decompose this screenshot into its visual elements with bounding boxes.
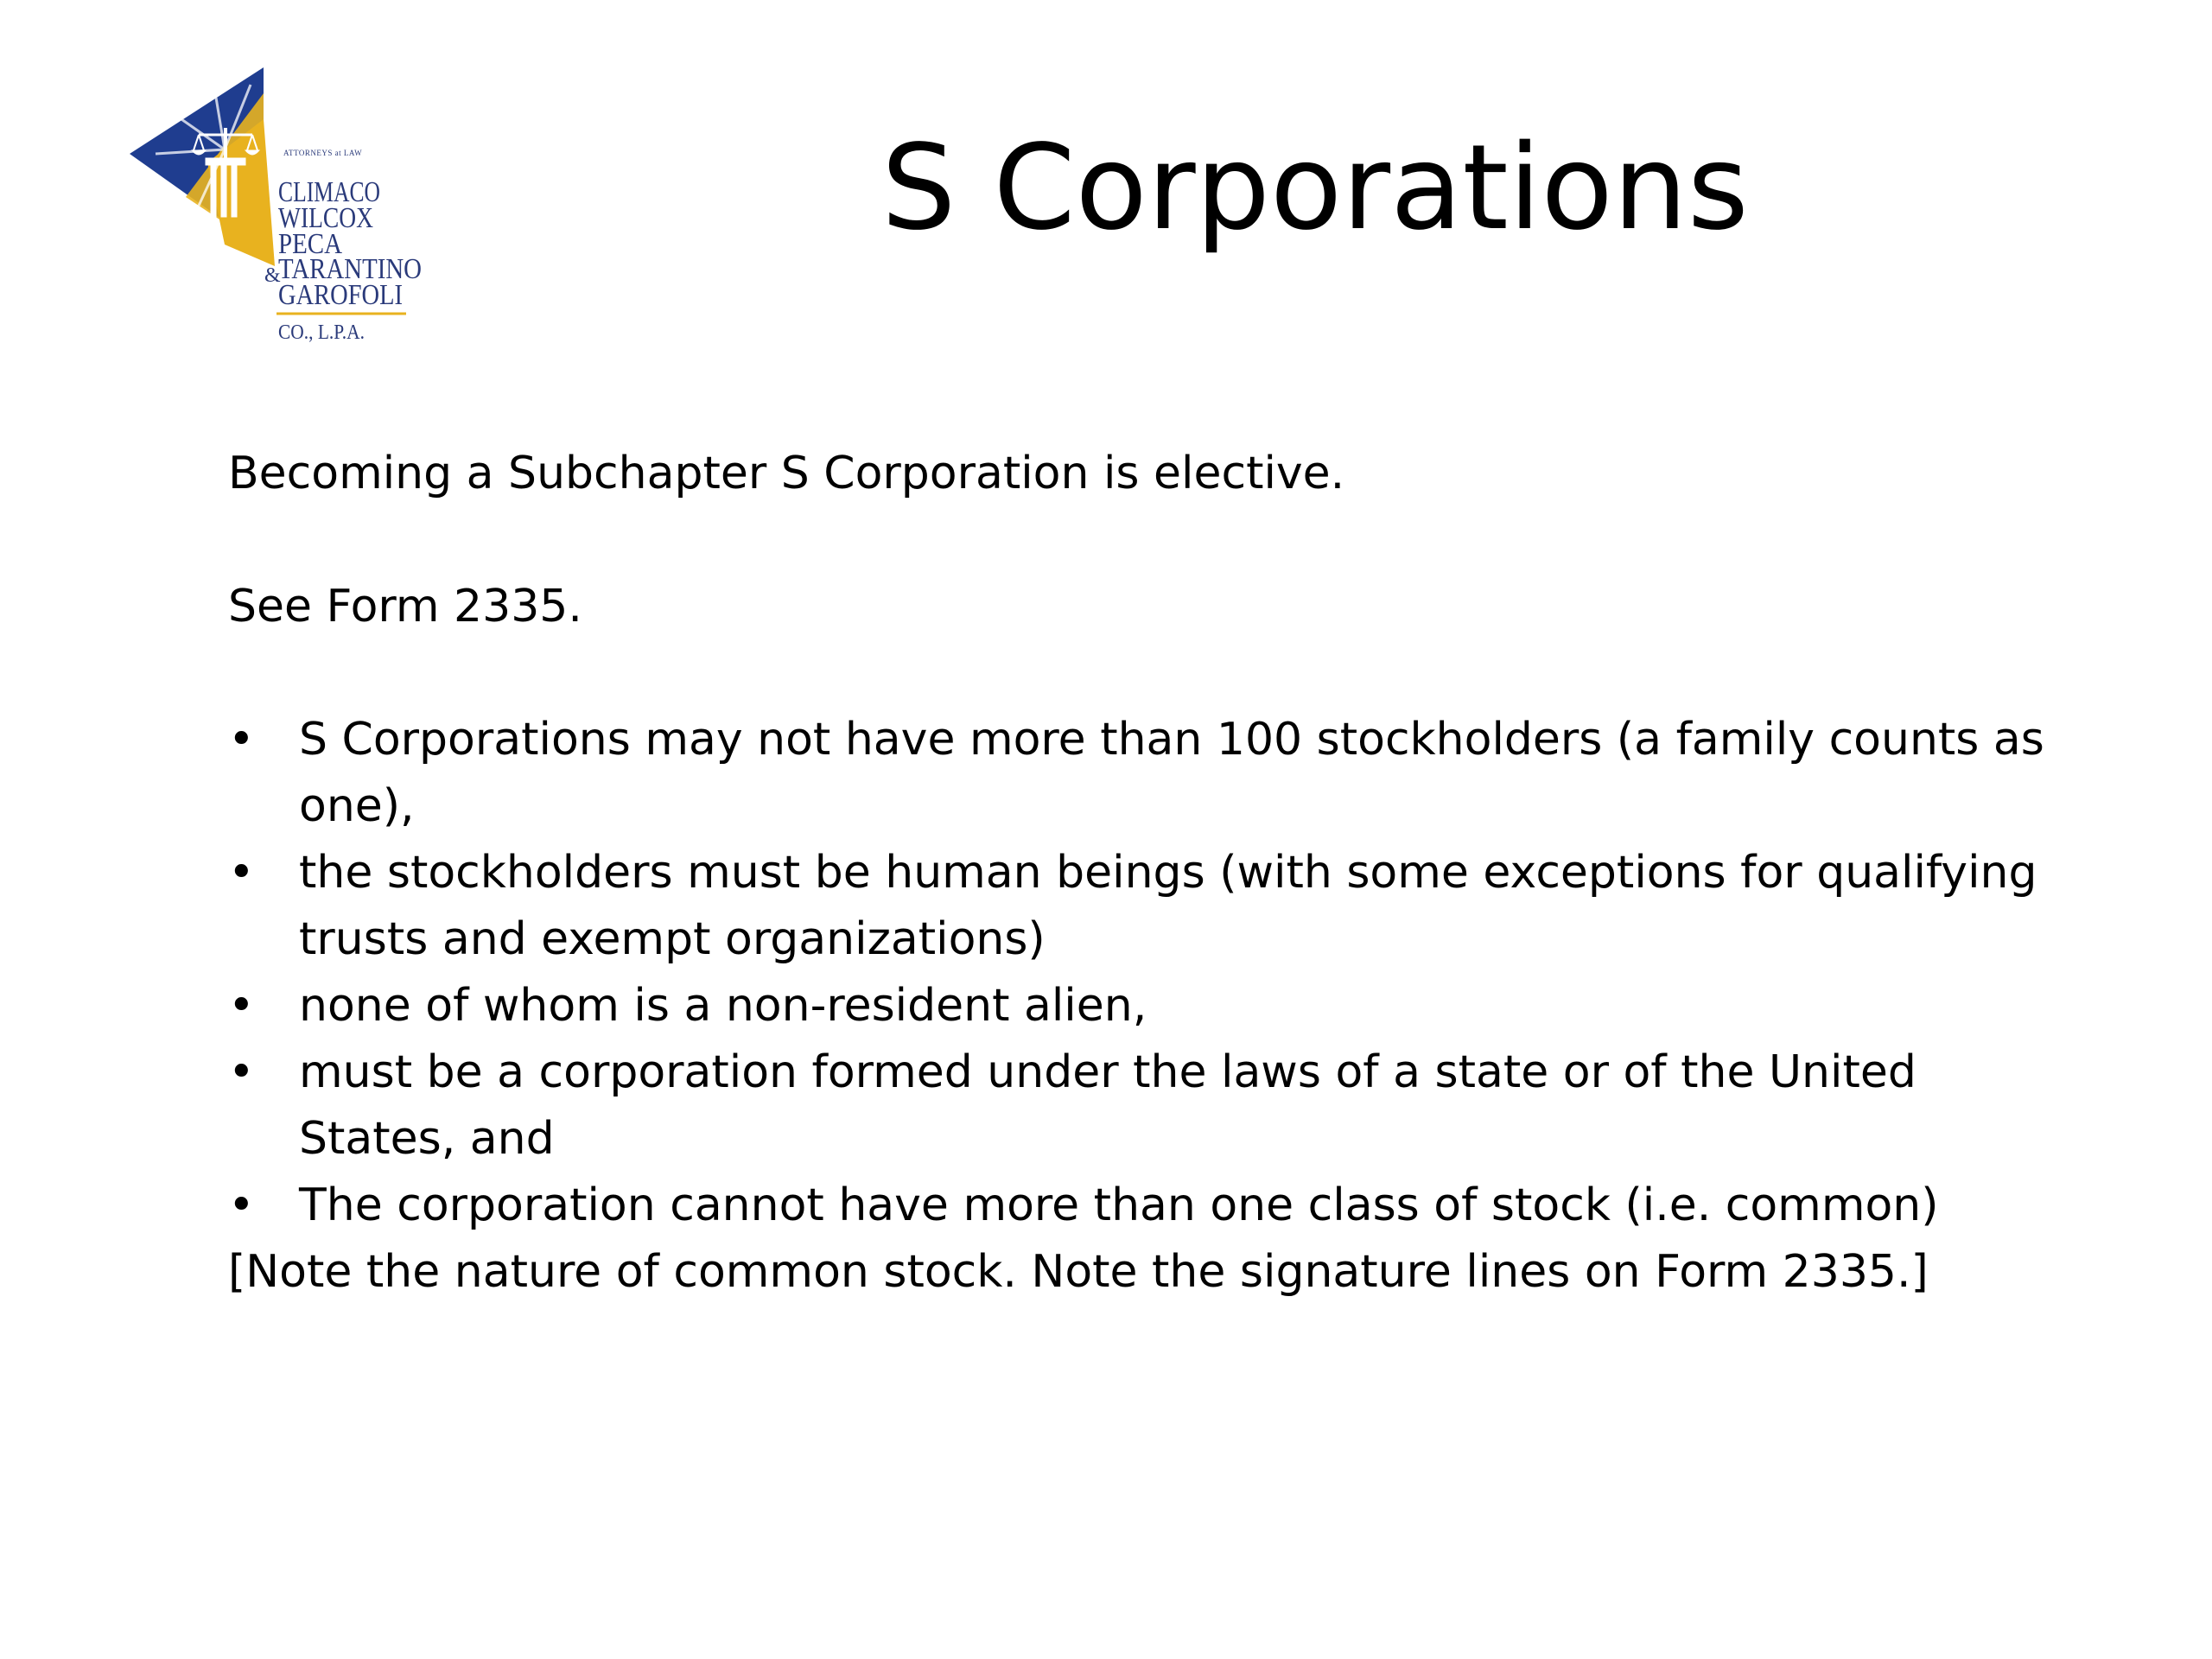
bullet-line: trusts and exempt organizations) — [299, 913, 1046, 965]
list-item — [228, 1173, 2077, 1239]
list-item — [228, 707, 2077, 840]
logo-name-5: GAROFOLI — [278, 279, 403, 311]
requirements-list — [228, 707, 2077, 1239]
list-item — [228, 840, 2077, 973]
paragraph-form-reference: See Form 2335. — [228, 581, 582, 632]
bullet-glyph: • — [228, 714, 255, 766]
bullet-glyph: • — [228, 980, 255, 1032]
logo-name-4: TARANTINO — [278, 253, 422, 285]
logo-ampersand: & — [264, 264, 281, 287]
list-item — [228, 1039, 2077, 1173]
firm-logo — [130, 67, 441, 353]
bullet-line: none of whom is a non-resident alien, — [299, 980, 1147, 1032]
bullet-line: one), — [299, 780, 415, 832]
slide-body — [228, 441, 2077, 1306]
note-text: [Note the nature of common stock. Note the signature lines on Form 2335.] — [228, 1246, 1929, 1298]
logo-name-2: WILCOX — [278, 202, 373, 234]
bullet-line: States, and — [299, 1113, 555, 1165]
bullet-line: The corporation cannot have more than one class of stock (i.e. common) — [299, 1179, 1939, 1231]
logo-tagline: ATTORNEYS at LAW — [283, 149, 363, 157]
bullet-glyph: • — [228, 1046, 255, 1098]
bullet-glyph: • — [228, 847, 255, 899]
paragraph-elective: Becoming a Subchapter S Corporation is elective. — [228, 448, 1345, 499]
list-item — [228, 973, 2077, 1039]
bullet-glyph: • — [228, 1179, 255, 1231]
bullet-line: the stockholders must be human beings (with some exceptions for qualifying — [299, 847, 2037, 899]
bullet-line: must be a corporation formed under the laws of a state or of the United — [299, 1046, 1916, 1098]
logo-name-1: CLIMACO — [278, 176, 380, 208]
logo-name-3: PECA — [278, 228, 343, 260]
slide-title: S Corporations — [881, 120, 1749, 257]
bullet-line: S Corporations may not have more than 100 stockholders (a family counts as — [299, 714, 2044, 766]
logo-suffix: CO., L.P.A. — [278, 321, 365, 344]
